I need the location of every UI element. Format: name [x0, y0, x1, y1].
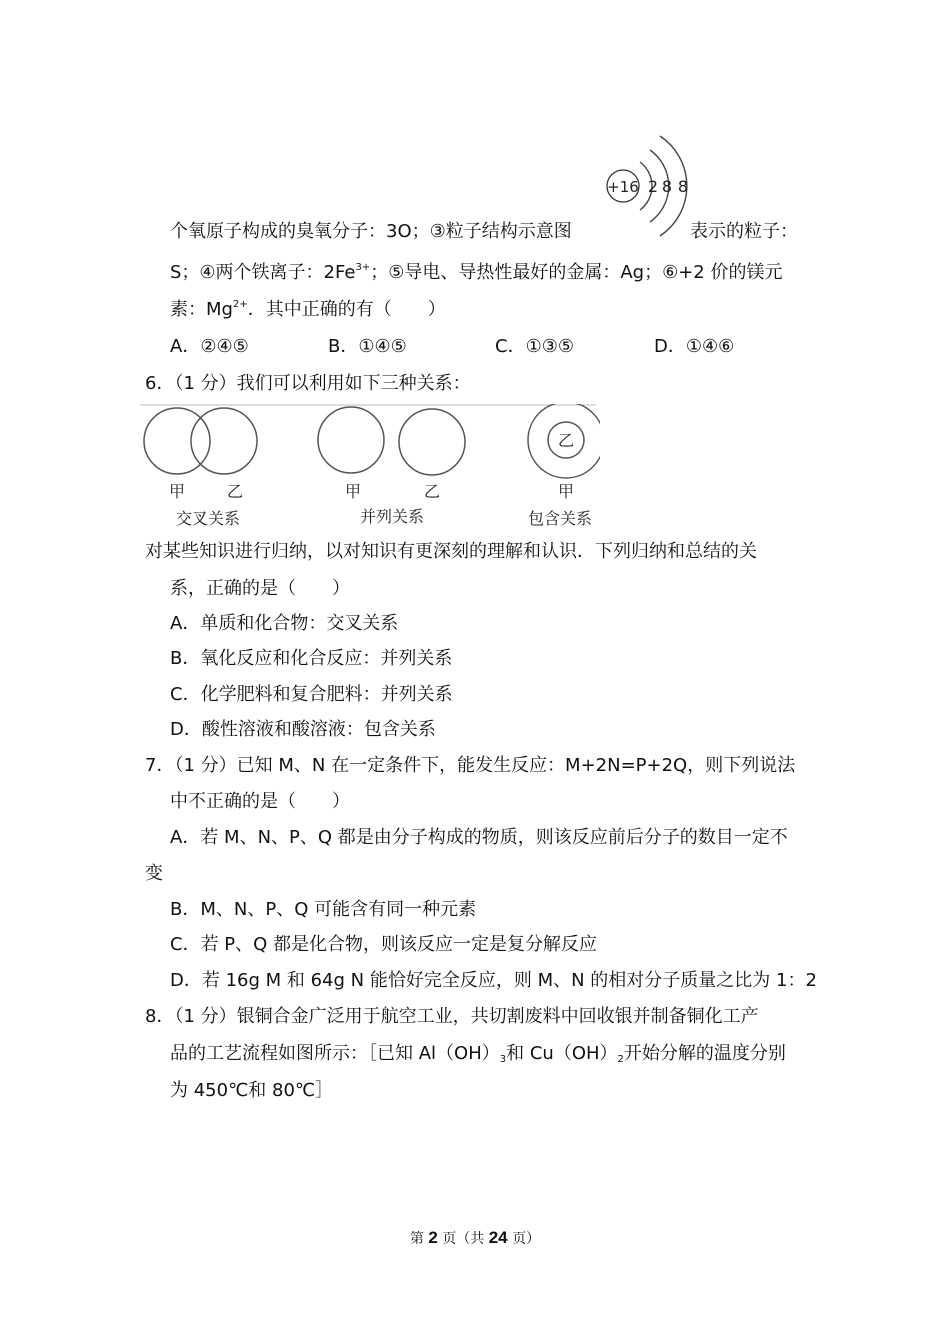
caption-inclusion: 包含关系	[527, 509, 593, 528]
q6-line2: 对某些知识进行归纳，以对知识有更深刻的理解和认识．下列归纳和总结的关	[145, 541, 757, 562]
page-footer: 第 2 页（共 24 页）	[409, 1228, 541, 1247]
parallel-label-yi: 乙	[423, 482, 441, 501]
q5-option-d[interactable]: D．①④⑥	[654, 336, 735, 357]
q8-stem: 8．（1 分）银铜合金广泛用于航空工业，共切割废料中回收银并制备铜化工产	[145, 1006, 759, 1027]
q7-stem: 7．（1 分）已知 M、N 在一定条件下，能发生反应：M+2N=P+2Q，则下列说法	[145, 755, 796, 776]
q7-option-a-cont[interactable]: 变	[145, 863, 163, 884]
current-page-number: 2	[428, 1228, 438, 1247]
shell-electrons-2: 8	[661, 177, 673, 196]
q7-line2: 中不正确的是（ ）	[170, 791, 350, 812]
caption-parallel: 并列关系	[359, 507, 425, 526]
q6-line3: 系，正确的是（ ）	[170, 578, 350, 599]
parallel-label-jia: 甲	[344, 482, 362, 501]
q5-line3: 素：$Mg^{2+}$．其中正确的有（ ）	[170, 299, 446, 320]
parallel-circle-jia	[318, 407, 384, 473]
shell-electrons-1: 2	[647, 177, 659, 196]
cross-label-yi: 乙	[226, 482, 244, 501]
q5-option-c[interactable]: C．①③⑤	[495, 336, 574, 357]
cross-label-jia: 甲	[168, 482, 186, 501]
q7-option-c[interactable]: C．若 P、Q 都是化合物，则该反应一定是复分解反应	[170, 934, 598, 955]
q7-option-d[interactable]: D．若 16g M 和 64g N 能恰好完全反应，则 M、N 的相对分子质量之比为 1：2	[170, 970, 817, 991]
q7-option-b[interactable]: B．M、N、P、Q 可能含有同一种元素	[170, 899, 477, 920]
q5-option-b[interactable]: B．①④⑤	[328, 336, 407, 357]
q7-option-a[interactable]: A．若 M、N、P、Q 都是由分子构成的物质，则该反应前后分子的数目一定不	[170, 827, 788, 848]
relations-diagram	[140, 404, 600, 534]
cross-circle-yi	[191, 408, 257, 474]
q6-option-d[interactable]: D．酸性溶液和酸溶液：包含关系	[170, 719, 436, 740]
q5-line1-text: 个氧原子构成的臭氧分子：3O；③粒子结构示意图	[170, 221, 572, 242]
inclusion-label-yi: 乙	[557, 431, 575, 450]
total-page-count: 24	[488, 1228, 508, 1247]
nucleus-charge: +16	[607, 178, 639, 196]
q8-line3: 为 450℃和 80℃］	[170, 1080, 334, 1101]
atom-structure-diagram	[598, 128, 694, 246]
q6-option-c[interactable]: C．化学肥料和复合肥料：并列关系	[170, 684, 453, 705]
inclusion-label-jia: 甲	[557, 482, 575, 501]
shell-electrons-3: 8	[677, 177, 689, 196]
q5-line1-tail: 表示的粒子：	[690, 221, 798, 242]
parallel-circle-yi	[399, 409, 465, 475]
q6-stem: 6．（1 分）我们可以利用如下三种关系：	[145, 373, 471, 394]
q5-line2: S；④两个铁离子：$2Fe^{3+}$；⑤导电、导热性最好的金属：Ag；⑥+2 价的镁元	[170, 262, 783, 283]
q8-line2: 品的工艺流程如图所示：［已知 $Al(OH)_3$和 $Cu(OH)_2$开始分解的温度分别	[170, 1043, 786, 1065]
q6-option-a[interactable]: A．单质和化合物：交叉关系	[170, 613, 399, 634]
q6-option-b[interactable]: B．氧化反应和化合反应：并列关系	[170, 648, 453, 669]
caption-cross: 交叉关系	[175, 509, 241, 528]
q5-option-a[interactable]: A．②④⑤	[170, 336, 249, 357]
